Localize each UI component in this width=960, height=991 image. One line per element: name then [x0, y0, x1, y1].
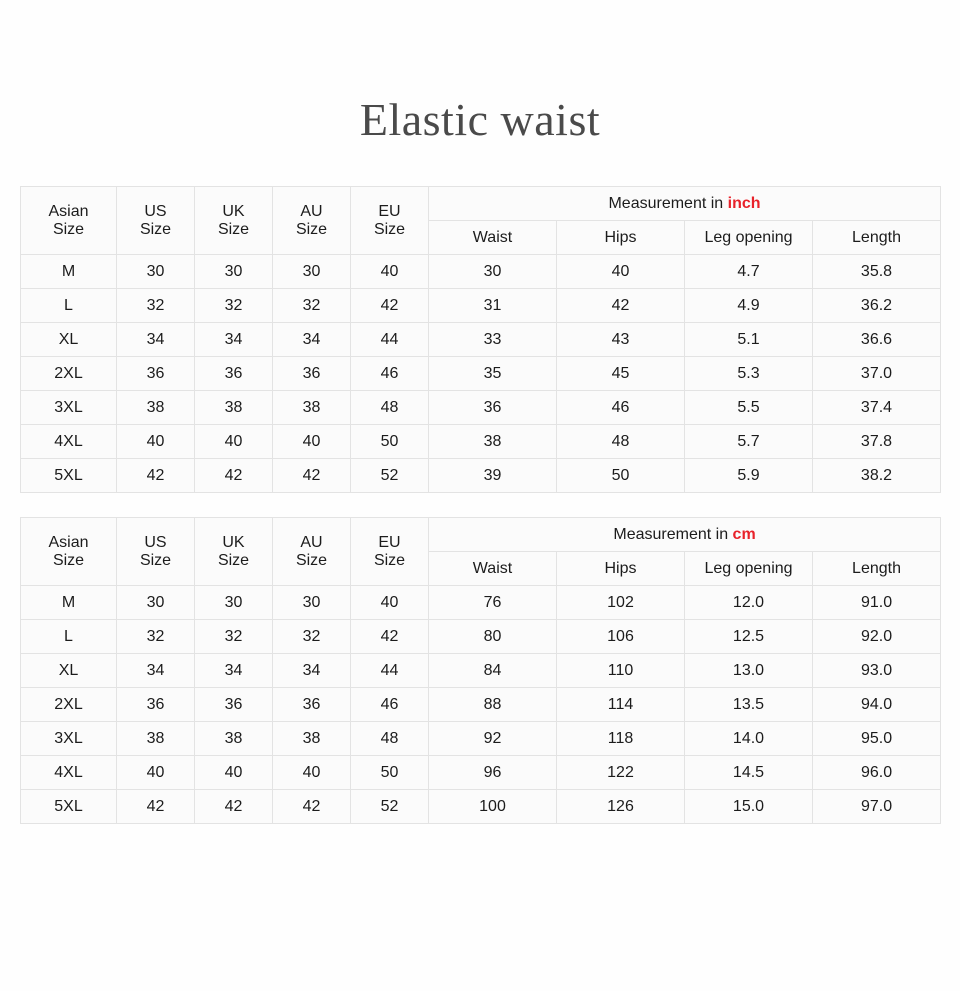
cell-waist: 88 — [429, 688, 557, 722]
cell-us: 34 — [117, 654, 195, 688]
cell-au: 34 — [273, 654, 351, 688]
header-au-size: AU Size — [273, 187, 351, 255]
cell-waist: 92 — [429, 722, 557, 756]
cell-length: 36.2 — [813, 289, 941, 323]
cell-asian: 2XL — [21, 688, 117, 722]
cell-waist: 36 — [429, 391, 557, 425]
cell-leg-opening: 5.9 — [685, 459, 813, 493]
cell-waist: 84 — [429, 654, 557, 688]
cm-table-container — [20, 517, 940, 824]
cell-uk: 40 — [195, 756, 273, 790]
cell-us: 40 — [117, 425, 195, 459]
header-length: Length — [813, 221, 941, 255]
cell-leg-opening: 14.0 — [685, 722, 813, 756]
cell-eu: 52 — [351, 790, 429, 824]
cell-eu: 52 — [351, 459, 429, 493]
cell-asian: XL — [21, 323, 117, 357]
cell-uk: 32 — [195, 289, 273, 323]
cell-au: 42 — [273, 459, 351, 493]
table-row — [21, 459, 941, 493]
cell-hips: 126 — [557, 790, 685, 824]
header-us-size: US Size — [117, 187, 195, 255]
cell-asian: 3XL — [21, 391, 117, 425]
cell-hips: 114 — [557, 688, 685, 722]
cell-length: 36.6 — [813, 323, 941, 357]
cell-uk: 30 — [195, 255, 273, 289]
cell-uk: 36 — [195, 688, 273, 722]
cell-asian: L — [21, 289, 117, 323]
cell-eu: 40 — [351, 586, 429, 620]
cell-us: 32 — [117, 620, 195, 654]
header-eu-size: EU Size — [351, 518, 429, 586]
cell-eu: 50 — [351, 425, 429, 459]
header-hips: Hips — [557, 221, 685, 255]
cell-us: 30 — [117, 586, 195, 620]
cell-eu: 42 — [351, 620, 429, 654]
cell-hips: 122 — [557, 756, 685, 790]
cell-length: 37.8 — [813, 425, 941, 459]
cell-au: 38 — [273, 722, 351, 756]
table-row — [21, 620, 941, 654]
cell-uk: 42 — [195, 459, 273, 493]
cell-hips: 40 — [557, 255, 685, 289]
header-asian-size: Asian Size — [21, 187, 117, 255]
cell-uk: 38 — [195, 722, 273, 756]
cell-hips: 110 — [557, 654, 685, 688]
cell-uk: 34 — [195, 654, 273, 688]
cell-length: 35.8 — [813, 255, 941, 289]
cell-hips: 45 — [557, 357, 685, 391]
cell-us: 38 — [117, 391, 195, 425]
cell-asian: M — [21, 255, 117, 289]
cell-waist: 80 — [429, 620, 557, 654]
table-header-row-regions — [21, 518, 941, 552]
cell-asian: 4XL — [21, 756, 117, 790]
cell-length: 93.0 — [813, 654, 941, 688]
cell-leg-opening: 4.9 — [685, 289, 813, 323]
table-row — [21, 323, 941, 357]
cell-waist: 100 — [429, 790, 557, 824]
cell-us: 34 — [117, 323, 195, 357]
cell-length: 95.0 — [813, 722, 941, 756]
cell-eu: 44 — [351, 654, 429, 688]
cell-au: 30 — [273, 255, 351, 289]
cell-leg-opening: 5.3 — [685, 357, 813, 391]
cell-waist: 35 — [429, 357, 557, 391]
table-row — [21, 586, 941, 620]
table-row — [21, 654, 941, 688]
cell-waist: 96 — [429, 756, 557, 790]
cell-length: 96.0 — [813, 756, 941, 790]
header-leg-opening: Leg opening — [685, 221, 813, 255]
cell-us: 36 — [117, 688, 195, 722]
cell-au: 38 — [273, 391, 351, 425]
cell-asian: L — [21, 620, 117, 654]
header-asian-size: Asian Size — [21, 518, 117, 586]
cell-au: 40 — [273, 425, 351, 459]
cell-leg-opening: 14.5 — [685, 756, 813, 790]
cell-length: 97.0 — [813, 790, 941, 824]
header-hips: Hips — [557, 552, 685, 586]
table-header-row-regions — [21, 187, 941, 221]
cell-waist: 39 — [429, 459, 557, 493]
table-row — [21, 722, 941, 756]
cell-leg-opening: 15.0 — [685, 790, 813, 824]
header-waist: Waist — [429, 221, 557, 255]
cell-eu: 50 — [351, 756, 429, 790]
cell-uk: 32 — [195, 620, 273, 654]
cell-length: 92.0 — [813, 620, 941, 654]
cell-hips: 46 — [557, 391, 685, 425]
table-row — [21, 391, 941, 425]
cell-uk: 36 — [195, 357, 273, 391]
cell-leg-opening: 13.0 — [685, 654, 813, 688]
header-us-size: US Size — [117, 518, 195, 586]
cell-us: 38 — [117, 722, 195, 756]
cell-hips: 43 — [557, 323, 685, 357]
cell-eu: 44 — [351, 323, 429, 357]
cell-leg-opening: 12.5 — [685, 620, 813, 654]
cell-hips: 118 — [557, 722, 685, 756]
header-au-size: AU Size — [273, 518, 351, 586]
size-chart-page — [0, 31, 960, 991]
header-waist: Waist — [429, 552, 557, 586]
table-row — [21, 255, 941, 289]
header-measurement-unit-inch: Measurement in inch — [429, 187, 941, 221]
cell-uk: 38 — [195, 391, 273, 425]
cell-leg-opening: 4.7 — [685, 255, 813, 289]
cell-us: 42 — [117, 790, 195, 824]
cell-uk: 42 — [195, 790, 273, 824]
cell-hips: 48 — [557, 425, 685, 459]
cell-au: 32 — [273, 620, 351, 654]
cell-length: 94.0 — [813, 688, 941, 722]
cell-asian: 5XL — [21, 459, 117, 493]
cell-asian: XL — [21, 654, 117, 688]
cell-us: 30 — [117, 255, 195, 289]
cell-hips: 50 — [557, 459, 685, 493]
cell-au: 36 — [273, 357, 351, 391]
header-measurement-unit-cm: Measurement in cm — [429, 518, 941, 552]
cell-eu: 48 — [351, 722, 429, 756]
cell-asian: 2XL — [21, 357, 117, 391]
cell-leg-opening: 5.5 — [685, 391, 813, 425]
header-leg-opening: Leg opening — [685, 552, 813, 586]
cell-waist: 31 — [429, 289, 557, 323]
cell-hips: 102 — [557, 586, 685, 620]
cell-leg-opening: 12.0 — [685, 586, 813, 620]
cell-hips: 42 — [557, 289, 685, 323]
cell-waist: 38 — [429, 425, 557, 459]
header-uk-size: UK Size — [195, 518, 273, 586]
cell-waist: 76 — [429, 586, 557, 620]
cell-au: 32 — [273, 289, 351, 323]
cell-us: 36 — [117, 357, 195, 391]
cell-au: 30 — [273, 586, 351, 620]
cell-eu: 40 — [351, 255, 429, 289]
table-row — [21, 790, 941, 824]
cell-eu: 48 — [351, 391, 429, 425]
table-row — [21, 688, 941, 722]
cell-us: 42 — [117, 459, 195, 493]
cell-au: 40 — [273, 756, 351, 790]
cell-length: 37.4 — [813, 391, 941, 425]
cell-uk: 30 — [195, 586, 273, 620]
header-eu-size: EU Size — [351, 187, 429, 255]
table-row — [21, 289, 941, 323]
size-table-cm — [20, 517, 941, 824]
table-row — [21, 425, 941, 459]
cell-asian: 3XL — [21, 722, 117, 756]
cell-waist: 30 — [429, 255, 557, 289]
cell-au: 34 — [273, 323, 351, 357]
cell-length: 91.0 — [813, 586, 941, 620]
cell-length: 37.0 — [813, 357, 941, 391]
page-title: Elastic waist — [359, 93, 601, 145]
cell-us: 40 — [117, 756, 195, 790]
cell-leg-opening: 5.7 — [685, 425, 813, 459]
cell-eu: 46 — [351, 357, 429, 391]
table-row — [21, 357, 941, 391]
cell-eu: 42 — [351, 289, 429, 323]
cell-uk: 34 — [195, 323, 273, 357]
cell-leg-opening: 5.1 — [685, 323, 813, 357]
cell-hips: 106 — [557, 620, 685, 654]
cell-length: 38.2 — [813, 459, 941, 493]
cell-au: 42 — [273, 790, 351, 824]
header-length: Length — [813, 552, 941, 586]
cell-us: 32 — [117, 289, 195, 323]
inch-table-container — [20, 186, 940, 493]
cell-asian: 5XL — [21, 790, 117, 824]
cell-asian: M — [21, 586, 117, 620]
header-uk-size: UK Size — [195, 187, 273, 255]
cell-leg-opening: 13.5 — [685, 688, 813, 722]
cell-asian: 4XL — [21, 425, 117, 459]
size-table-inch — [20, 186, 941, 493]
table-row — [21, 756, 941, 790]
cell-eu: 46 — [351, 688, 429, 722]
cell-uk: 40 — [195, 425, 273, 459]
cell-waist: 33 — [429, 323, 557, 357]
cell-au: 36 — [273, 688, 351, 722]
